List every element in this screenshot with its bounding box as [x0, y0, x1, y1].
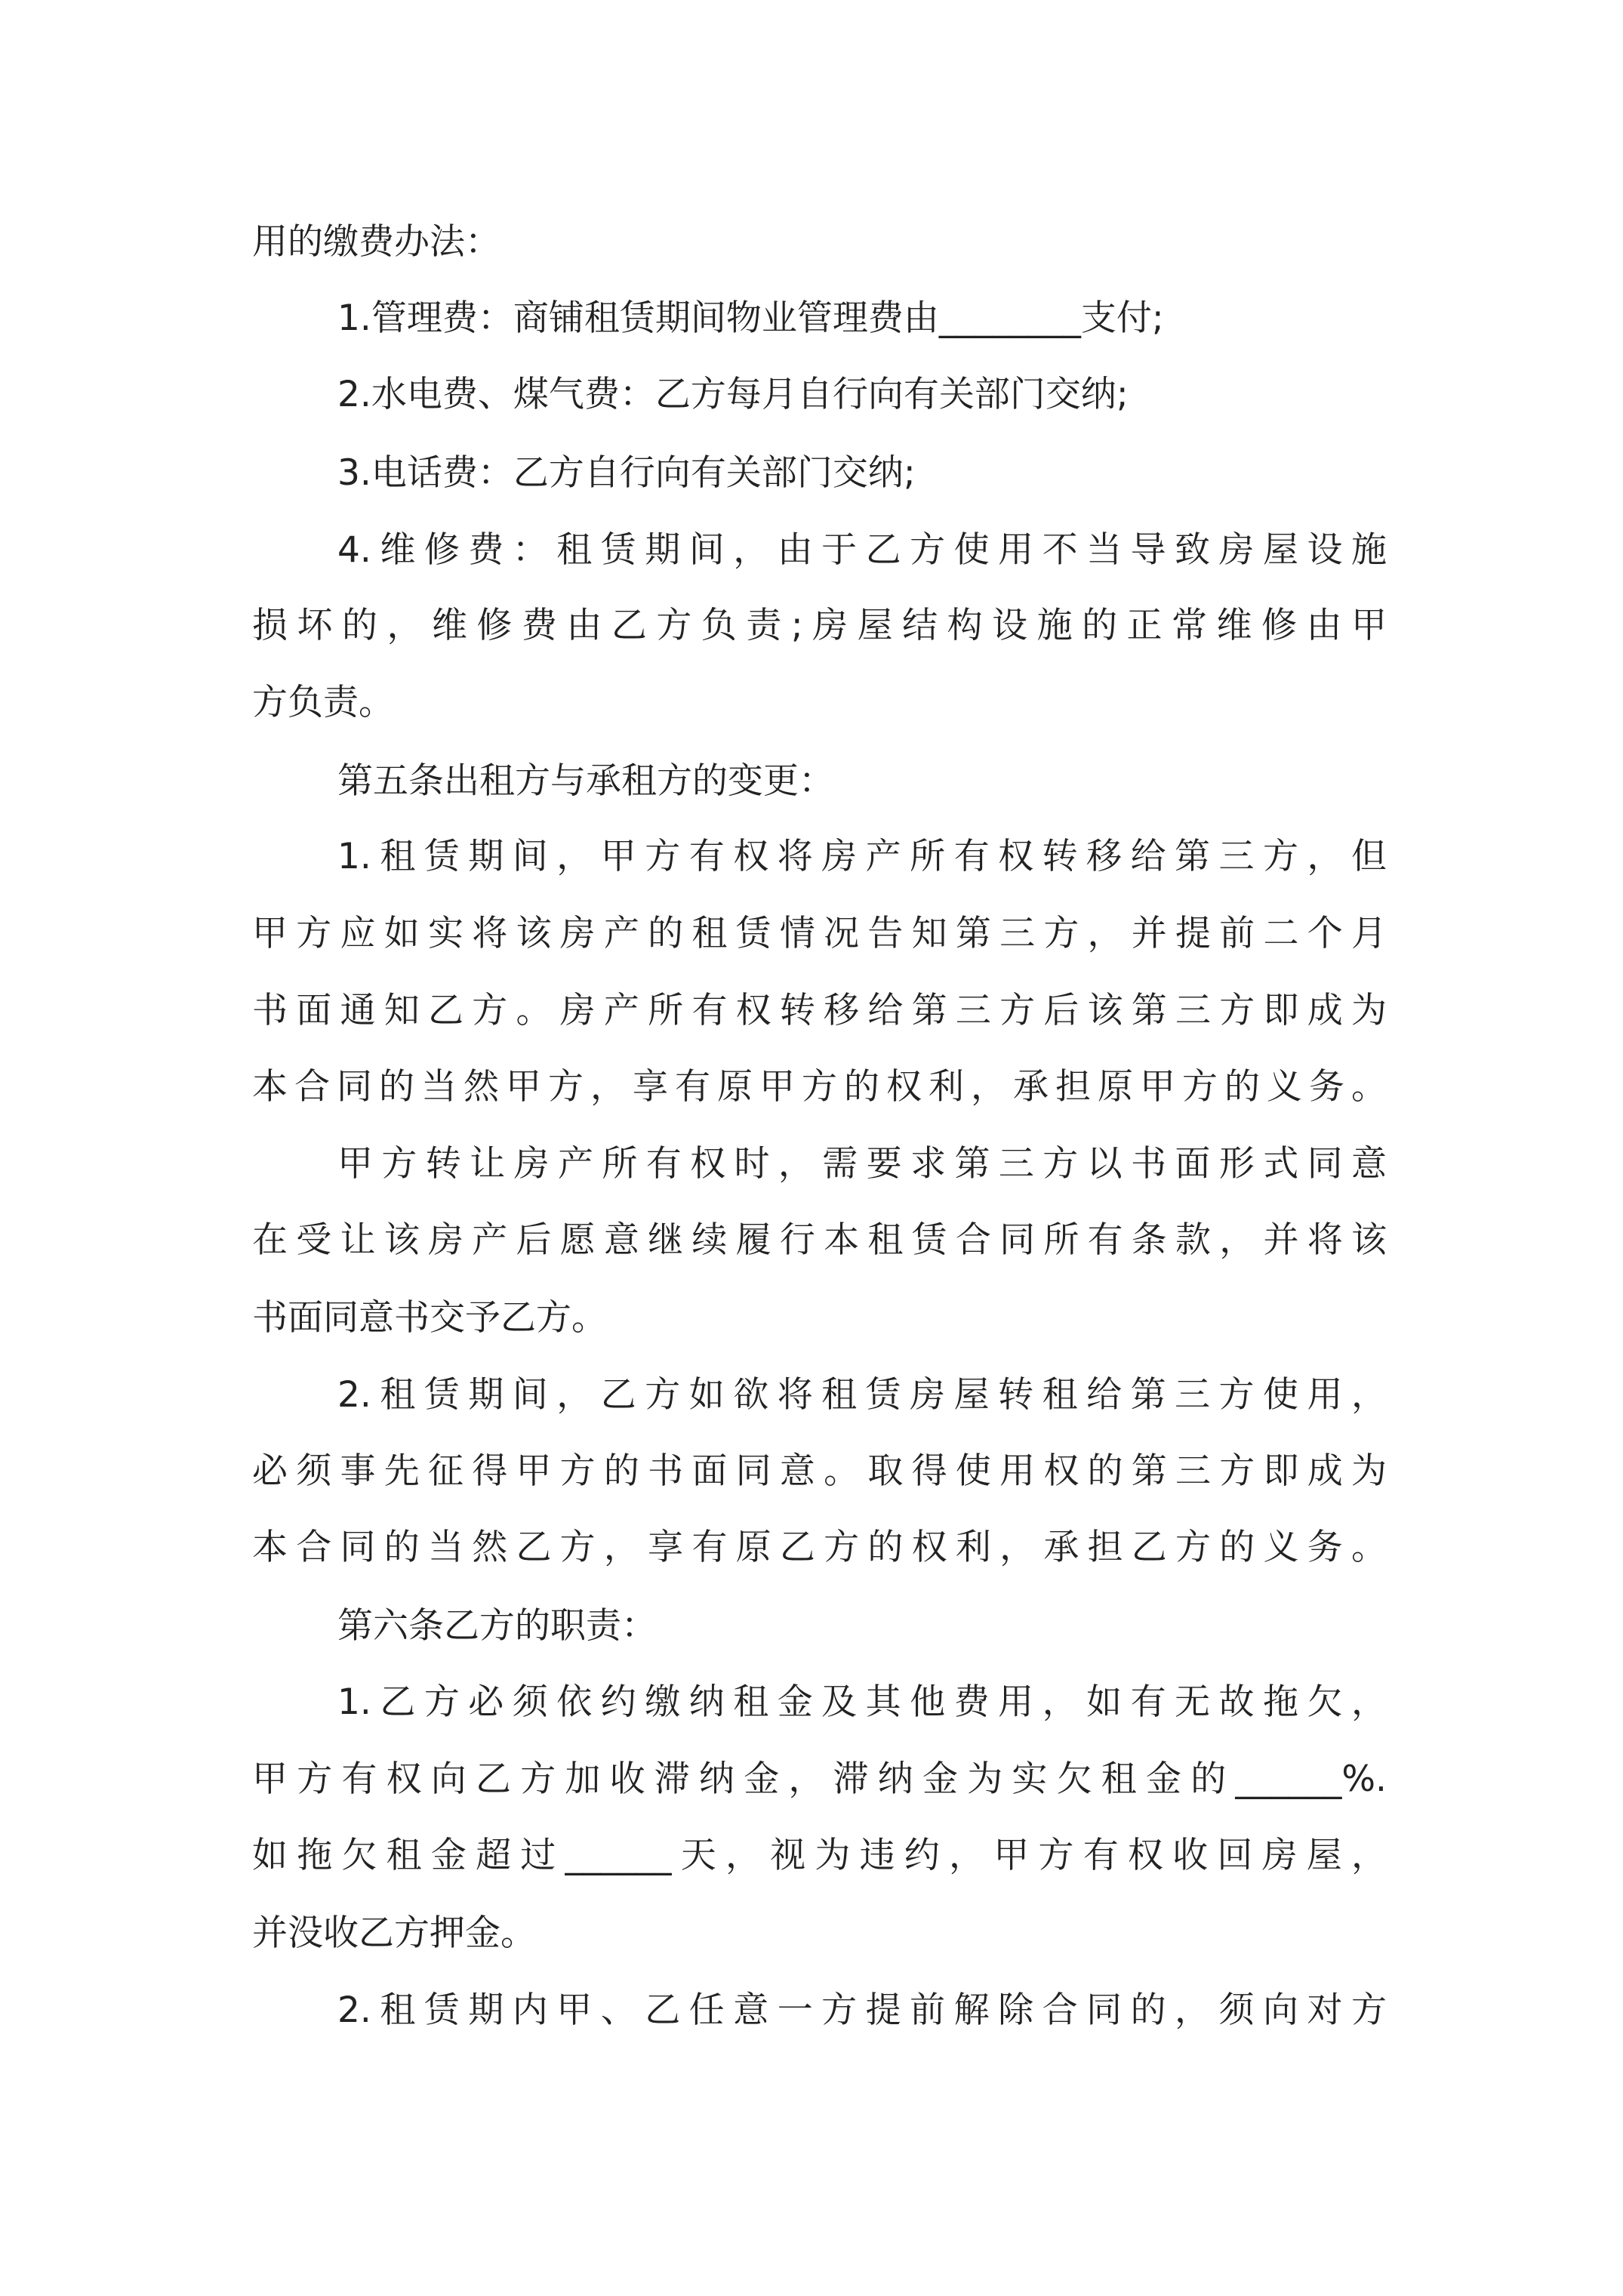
text-line: 书面通知乙方。房产所有权转移给第三方后该第三方即成为: [252, 990, 1387, 1031]
text-line: 本合同的当然甲方，享有原甲方的权利，承担原甲方的义务。: [252, 1066, 1387, 1108]
text-line: 1.管理费：商铺租赁期间物业管理费由________支付;: [337, 297, 1164, 339]
text-line: 甲方有权向乙方加收滞纳金，滞纳金为实欠租金的______%.: [252, 1758, 1387, 1800]
text-line: 方负责。: [252, 682, 394, 723]
text-line: 2.租赁期内甲、乙任意一方提前解除合同的，须向对方: [337, 1989, 1387, 2031]
text-line: 用的缴费办法：: [252, 221, 500, 263]
text-line: 必须事先征得甲方的书面同意。取得使用权的第三方即成为: [252, 1450, 1387, 1492]
text-line: 2.水电费、煤气费：乙方每月自行向有关部门交纳;: [337, 374, 1129, 415]
text-line: 3.电话费：乙方自行向有关部门交纳;: [337, 452, 916, 494]
text-line: 书面同意书交予乙方。: [252, 1297, 607, 1339]
text-line: 本合同的当然乙方，享有原乙方的权利，承担乙方的义务。: [252, 1527, 1387, 1568]
section-heading: 第六条乙方的职责：: [337, 1605, 657, 1647]
text-line: 甲方转让房产所有权时，需要求第三方以书面形式同意: [337, 1143, 1387, 1185]
text-line: 损坏的，维修费由乙方负责;房屋结构设施的正常维修由甲: [252, 605, 1387, 646]
text-line: 4.维修费：租赁期间，由于乙方使用不当导致房屋设施: [337, 529, 1387, 571]
text-line: 在受让该房产后愿意继续履行本租赁合同所有条款，并将该: [252, 1219, 1387, 1261]
section-heading: 第五条出租方与承租方的变更：: [337, 760, 834, 802]
text-line: 如拖欠租金超过______天，视为违约，甲方有权收回房屋，: [252, 1835, 1387, 1876]
text-line: 甲方应如实将该房产的租赁情况告知第三方，并提前二个月: [252, 913, 1387, 954]
text-line: 2.租赁期间，乙方如欲将租赁房屋转租给第三方使用，: [337, 1374, 1387, 1416]
text-line: 1.租赁期间，甲方有权将房产所有权转移给第三方，但: [337, 836, 1387, 877]
text-line: 并没收乙方押金。: [252, 1912, 536, 1954]
text-line: 1.乙方必须依约缴纳租金及其他费用，如有无故拖欠，: [337, 1681, 1387, 1723]
